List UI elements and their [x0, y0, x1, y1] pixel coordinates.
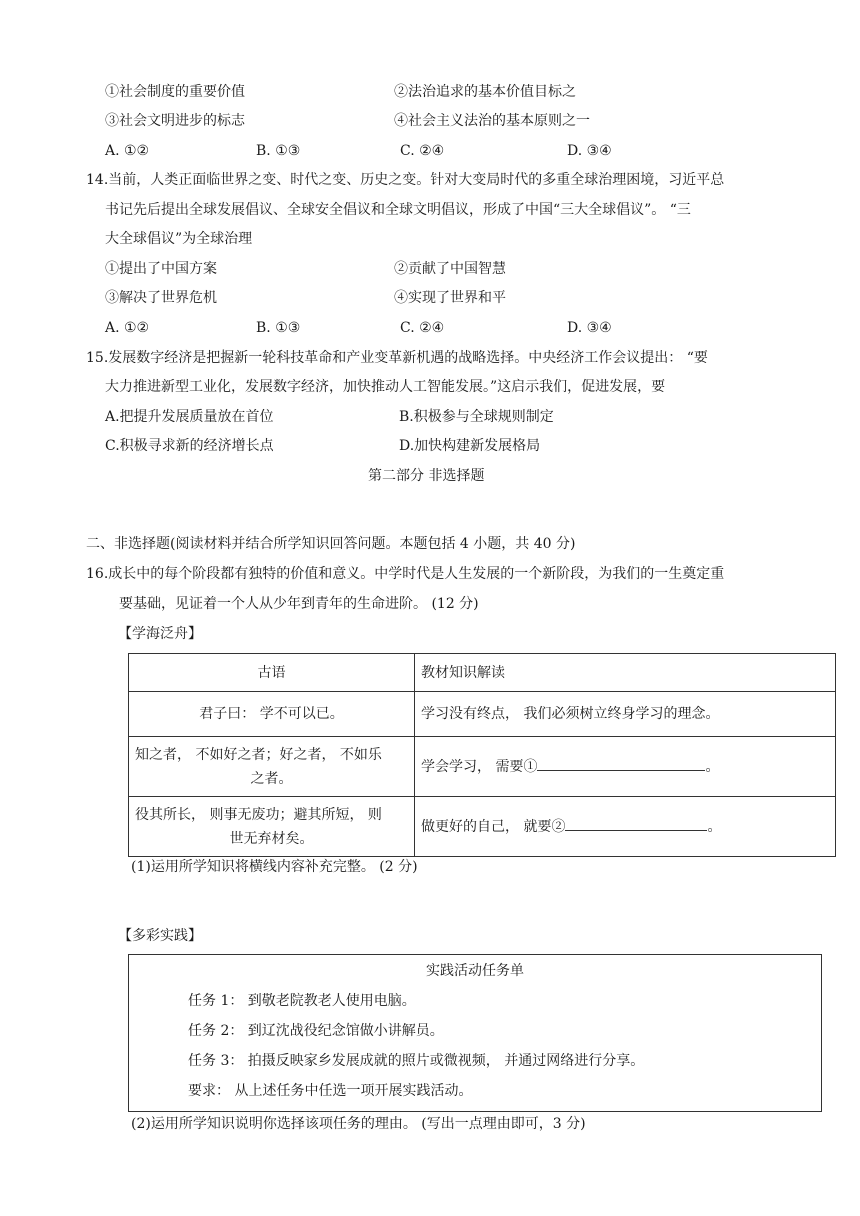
q14-choice-c: C. ②④ [400, 320, 445, 336]
ancient-sayings-table [128, 653, 836, 857]
task-item: 任务 1： 到敬老院教老人使用电脑。 [188, 993, 416, 1009]
q14-stem-line-3: 大全球倡议”为全球治理 [105, 231, 253, 247]
q13-option-2: ②法治追求的基本价值目标之 [394, 84, 576, 100]
task-item: 任务 2： 到辽沈战役纪念馆做小讲解员。 [188, 1023, 444, 1039]
saying-line: 知之者， 不如好之者；好之者， 不如乐 [135, 746, 382, 763]
table-row [129, 692, 836, 737]
q15-stem-line-1: 15.发展数字经济是把握新一轮科技革命和产业变革新机遇的战略选择。中央经济工作会议提出： “要 [86, 350, 708, 366]
q14-choice-b: B. ①③ [256, 320, 301, 336]
table-cell-interpretation [415, 737, 836, 797]
q14-option-2: ②贡献了中国智慧 [394, 261, 506, 277]
table-header-cell: 教材知识解读 [415, 654, 836, 692]
task-item: 任务 3： 拍摄反映家乡发展成就的照片或微视频， 并通过网络进行分享。 [188, 1053, 645, 1069]
q13-choice-c: C. ②④ [400, 143, 445, 159]
q14-option-3: ③解决了世界危机 [105, 290, 217, 306]
table-header-cell: 古语 [129, 654, 415, 692]
section-label-xuehai: 【学海泛舟】 [118, 626, 202, 642]
interpretation-end: 。 [707, 818, 722, 835]
saying-line: 役其所长， 则事无废功；避其所短， 则 [135, 806, 382, 823]
q13-option-3: ③社会文明进步的标志 [105, 113, 245, 129]
task-requirement: 要求： 从上述任务中任选一项开展实践活动。 [188, 1083, 473, 1099]
task-sheet-title: 实践活动任务单 [426, 963, 524, 979]
answer-blank-2[interactable] [565, 816, 707, 831]
table-cell-saying: 君子曰： 学不可以已。 [129, 692, 415, 737]
table-cell-interpretation: 学习没有终点， 我们必须树立终身学习的理念。 [415, 692, 836, 737]
table-cell-saying [129, 737, 415, 797]
q14-stem-line-1: 14.当前，人类正面临世界之变、时代之变、历史之变。针对大变局时代的多重全球治理困境，习近平总 [86, 172, 725, 188]
q14-option-1: ①提出了中国方案 [105, 261, 217, 277]
q13-choice-d: D. ③④ [567, 143, 612, 159]
table-cell-interpretation [415, 797, 836, 857]
section-label-duocai: 【多彩实践】 [118, 928, 202, 944]
interpretation-text: 做更好的自己， 就要② [421, 818, 566, 835]
table-row [129, 797, 836, 857]
answer-blank-1[interactable] [537, 756, 705, 771]
q16-stem-line-1: 16.成长中的每个阶段都有独特的价值和意义。中学时代是人生发展的一个新阶段，为我们的一生奠定重 [86, 566, 725, 582]
q14-choice-d: D. ③④ [567, 320, 612, 336]
q14-stem-line-2: 书记先后提出全球发展倡议、全球安全倡议和全球文明倡议，形成了中国“三大全球倡议”。 “三 [105, 202, 691, 218]
q14-choice-a: A. ①② [105, 320, 150, 336]
q16-sub-question-2: (2)运用所学知识说明你选择该项任务的理由。 (写出一点理由即可，3 分) [131, 1116, 586, 1132]
interpretation-end: 。 [705, 758, 720, 775]
section-header: 二、非选择题(阅读材料并结合所学知识回答问题。本题包括 4 小题，共 40 分) [86, 536, 576, 552]
task-sheet-box [128, 954, 822, 1112]
table-header-row [129, 654, 836, 692]
q15-stem-line-2: 大力推进新型工业化，发展数字经济，加快推动人工智能发展。”这启示我们，促进发展，要 [105, 379, 666, 395]
q13-option-4: ④社会主义法治的基本原则之一 [394, 113, 590, 129]
interpretation-text: 学会学习， 需要① [421, 758, 538, 775]
saying-line: 世无弃材矣。 [229, 830, 314, 847]
table-row [129, 737, 836, 797]
q13-choice-a: A. ①② [105, 143, 150, 159]
q15-option-b: B.积极参与全球规则制定 [399, 409, 554, 425]
q16-stem-line-2: 要基础，见证着一个人从少年到青年的生命进阶。 (12 分) [119, 596, 479, 612]
q14-option-4: ④实现了世界和平 [394, 290, 506, 306]
q13-choice-b: B. ①③ [256, 143, 301, 159]
q15-option-d: D.加快构建新发展格局 [399, 438, 541, 454]
saying-line: 之者。 [250, 770, 293, 787]
q15-option-a: A.把提升发展质量放在首位 [105, 409, 274, 425]
q13-option-1: ①社会制度的重要价值 [105, 84, 245, 100]
q15-option-c: C.积极寻求新的经济增长点 [105, 438, 274, 454]
table-cell-saying [129, 797, 415, 857]
q16-sub-question-1: (1)运用所学知识将横线内容补充完整。 (2 分) [131, 859, 418, 875]
part-title: 第二部分 非选择题 [368, 468, 485, 484]
